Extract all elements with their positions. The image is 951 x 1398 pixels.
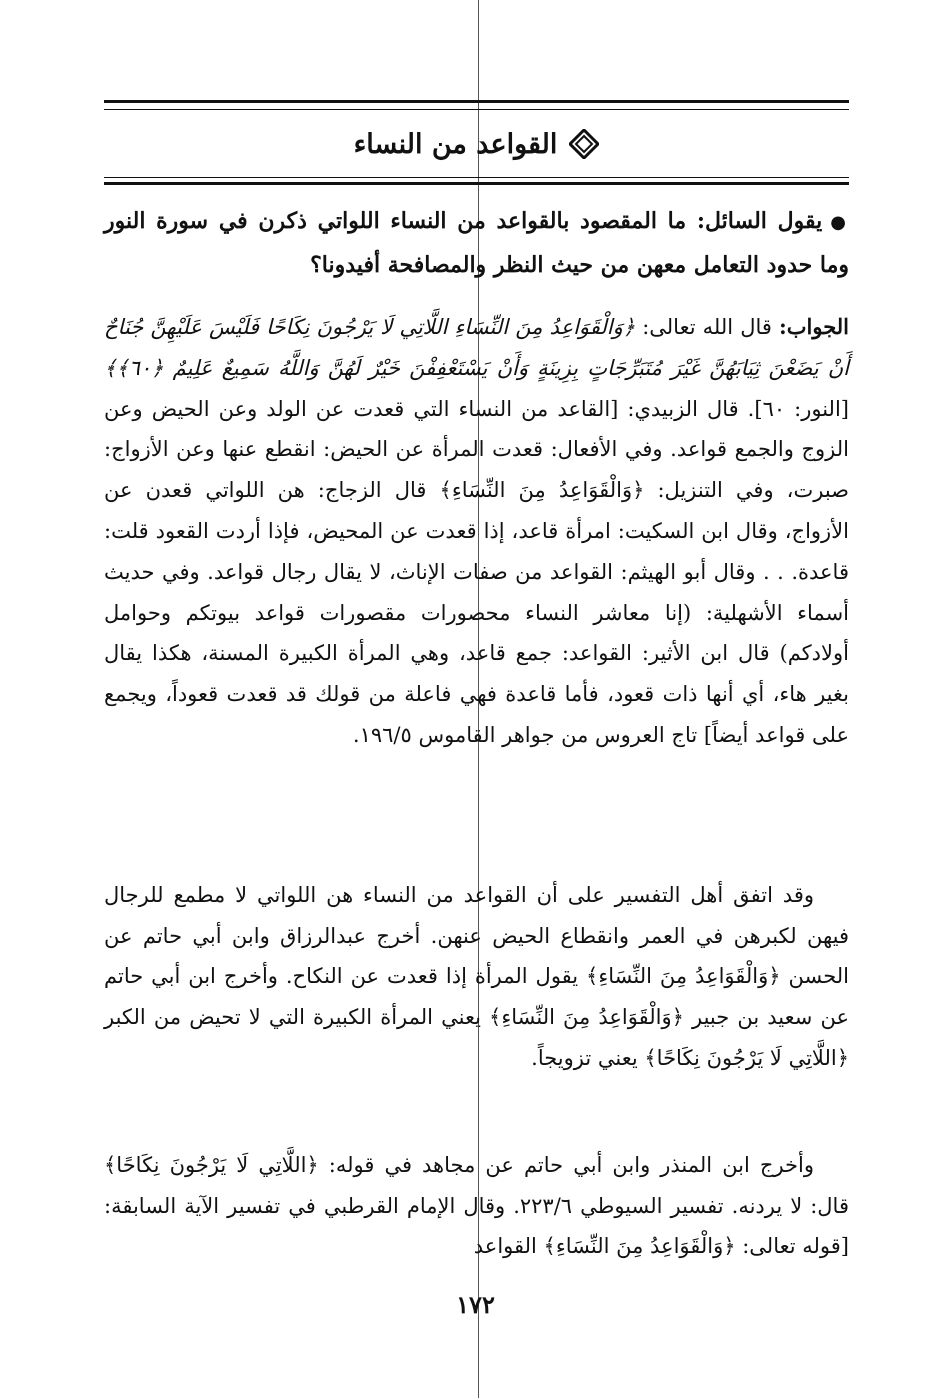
question-text: يقول السائل: ما المقصود بالقواعد من النساء اللواتي ذكرن في سورة النور وما حدود التعامل معهن من حيث النظر والمصافحة أفيدونا؟: [104, 208, 849, 278]
header-rule-bottom: [104, 182, 849, 185]
question-paragraph: [104, 200, 849, 286]
answer-body: [النور: ٦٠]. قال الزبيدي: [القاعد من النساء التي قعدت عن الولد وعن الحيض وعن الزوج والجمع قواعد. وفي الأفعال: قعدت المرأة عن الحيض: انقطع عنها وعن الأزواج: صبرت، وفي التنزيل: ﴿وَالْقَوَاعِدُ مِنَ النِّسَاءِ﴾ قال الزجاج: هن اللواتي قعدن عن الأزواج، وقال ابن السكيت: امرأة قاعد، إذا قعدت عن المحيض، فإذا أردت القعود قلت: قاعدة. . . وقال أبو الهيثم: القواعد من صفات الإناث، لا يقال رجال قواعد. وفي حديث أسماء الأشهلية: (إنا معاشر النساء محصورات مقصورات قواعد بيوتكم وحوامل أولادكم) قال ابن الأثير: القواعد: جمع قاعد، وهي المرأة الكبيرة المسنة، هكذا يقال بغير هاء، أي أنها ذات قعود، فأما قاعدة فهي فاعلة من قولك قد قعدت قعوداً، ويجمع على قواعد أيضاً] تاج العروس من جواهر القاموس ١٩٦/٥.: [104, 396, 849, 747]
quran-verse: ﴿وَالْقَوَاعِدُ مِنَ النِّسَاءِ اللَّاتِي لَا يَرْجُونَ نِكَاحًا فَلَيْسَ عَلَيْهِنَّ جُنَاحٌ أَنْ يَضَعْنَ ثِيَابَهُنَّ غَيْرَ مُتَبَرِّجَاتٍ بِزِينَةٍ وَأَنْ يَسْتَعْفِفْنَ خَيْرٌ لَهُنَّ وَاللَّهُ سَمِيعٌ عَلِيمٌ ﴿٦٠﴾﴾: [104, 315, 849, 380]
bullet-icon: ●: [830, 212, 849, 233]
section-title: القواعد من النساء: [353, 128, 558, 160]
header-rule-bottom-thin: [104, 177, 849, 178]
answer-label: الجواب:: [779, 314, 849, 339]
header-rule-top: [104, 100, 849, 103]
section-heading: [104, 118, 849, 170]
body-paragraph-2: وقد اتفق أهل التفسير على أن القواعد من النساء هن اللواتي لا مطمع للرجال فيهن لكبرهن في العمر وانقطاع الحيض عنهن. أخرج عبدالرزاق وابن أبي حاتم عن الحسن ﴿وَالْقَوَاعِدُ مِنَ النِّسَاءِ﴾ يقول المرأة إذا قعدت عن النكاح. وأخرج ابن أبي حاتم عن سعيد بن جبير ﴿وَالْقَوَاعِدُ مِنَ النِّسَاءِ﴾ يعني المرأة الكبيرة التي لا تحيض من الكبر ﴿اللَّاتِي لَا يَرْجُونَ نِكَاحًا﴾ يعني تزويجاً.: [104, 883, 849, 1070]
diamond-icon: [569, 129, 599, 159]
body-paragraph-3: وأخرج ابن المنذر وابن أبي حاتم عن مجاهد في قوله: ﴿اللَّاتِي لَا يَرْجُونَ نِكَاحًا﴾ قال: لا يردنه. تفسير السيوطي ٢٢٣/٦. وقال الإمام القرطبي في تفسير الآية السابقة: [قوله تعالى: ﴿وَالْقَوَاعِدُ مِنَ النِّسَاءِ﴾ القواعد: [104, 1153, 849, 1258]
header-rule-top-thin: [104, 109, 849, 110]
page-number: ١٧٢: [456, 1290, 495, 1319]
answer-intro: قال الله تعالى:: [642, 315, 772, 339]
answer-paragraph: [104, 307, 849, 756]
